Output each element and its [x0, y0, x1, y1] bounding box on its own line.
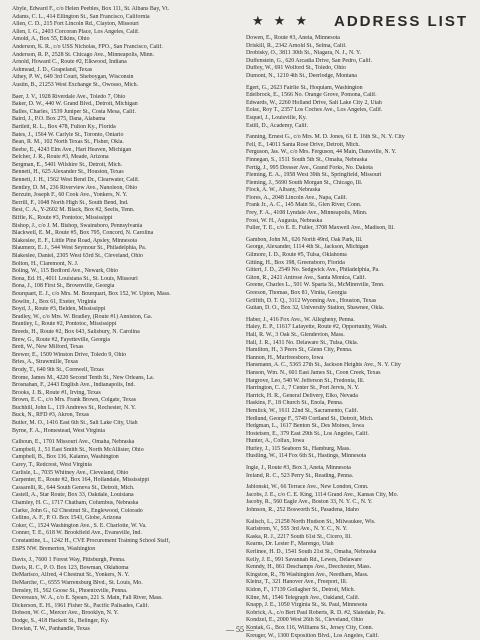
- address-entry: Dodge, S., 418 Hackett St., Belinger, Ky.: [12, 617, 110, 624]
- address-entry: ESPS NW. Bremerton, Washington: [12, 545, 96, 552]
- address-entry: Gilmore, I. D., Route #5, Tulsa, Oklahoma: [246, 252, 347, 259]
- address-entry: Cellino, A. F., P. O. Box 1543, Globe, Arizona: [12, 515, 122, 522]
- address-entry: Dumont, N., 1210 4th St., Deerlodge, Montana: [246, 72, 357, 79]
- address-entry: Clarke, John G., 62 Chestnut St., Englewood, Colorado: [12, 507, 143, 514]
- address-entry: Davis, J., 7600 1 Forest Way, Pittsburgh, Penna.: [12, 557, 126, 564]
- address-entry: Berzuin, Joseph F., 60 Cook Ave., Yonkers, N. Y.: [12, 192, 128, 199]
- page-title: ADDRESS LIST: [333, 12, 468, 30]
- address-entry: Frost, W. H., Augusta, Nebraska: [246, 217, 323, 224]
- address-entry: Baker, D. W., 440 W. Grand Blvd., Detroit, Michigan: [12, 101, 138, 108]
- address-entry: Blackwell, E. M., Route #5, Box 795, Concord, N. Carolina: [12, 230, 154, 237]
- address-entry: Frey, F. A., 4108 Lyndale Ave., Minneapolis, Minn.: [246, 210, 368, 217]
- address-entry: Athey, P. W., 649 3rd Court, Sheboygan, Wisconsin: [12, 74, 134, 81]
- address-entry: Greene, Charles L., 501 W. Sparta St., McMinnville, Tenn.: [246, 282, 385, 289]
- address-entry: Arnold, Howard C., Route #2, Elkwood, Indiana: [12, 59, 127, 66]
- address-entry: Bentley, D. M., 236 Riverview Ave., Nanoleon, Ohio: [12, 184, 138, 191]
- address-entry: Hansmann, A. C., 5365 27th St., Jackson Heights Ave., N. Y. City: [246, 362, 401, 369]
- address-entry: Finnegan, S., 1511 South 5th St., Omaha, Nebraska: [246, 156, 368, 163]
- address-entry: Ferguson, Jas. W., c/o Mrs. Ferguson, 44 Main, Dansville, N. Y.: [246, 149, 397, 156]
- address-entry: Campbell, B., Box 136, Kalamo, Washington: [12, 454, 119, 461]
- address-entry: Baird, J., P.O. Box 275, Dana, Alabama: [12, 116, 106, 123]
- header: [246, 12, 468, 30]
- address-entry: Gambon, John M., 626 North 49rd, Oak Park, Ill.: [246, 236, 363, 243]
- address-entry: Esquel, J., Louisville, Ky.: [246, 114, 307, 121]
- address-entry: Butler, M. O., 1416 East 6th St., Salt Lake City, Utah: [12, 420, 138, 427]
- address-entry: Hemlick, W., 1611 22nd St., Sacramento, Calif.: [246, 407, 359, 414]
- address-entry: Hunter, A., Colfax, Iowa: [246, 438, 305, 445]
- address-entry: Haber, J., 416 Fox Ave., W. Allegheny, Penna.: [246, 316, 355, 323]
- address-entry: Frank Jr., A. C., 145 Main St., Glen River, Conn.: [246, 202, 362, 209]
- address-entry: Conner, T. E., 618 W. Brookfield Ave., Evansville, Ind.: [12, 530, 142, 537]
- address-entry: Egert, G., 2623 Fairlie St., Hoquiam, Washington: [246, 84, 363, 91]
- address-entry: Kingston, R., 78 Washington Ave., Needham, Mass.: [246, 571, 369, 578]
- address-entry: Allen, C. D., 215 Fort Lincoln Rd., Clayton, Missouri: [12, 21, 139, 28]
- address-entry: DeMarche, C., 6555 Warrensburg Blvd., St. Louis, Mo.: [12, 579, 143, 586]
- right-address-column: [246, 35, 471, 640]
- address-entry: George, Alexander, 1114 4th St., Jackson, Michigan: [246, 244, 369, 251]
- address-entry: Hanson, Wm. N., 601 East James St., Coon Creek, Texas: [246, 369, 381, 376]
- address-entry: Balles, Charles, 1539 Juniper St., Costa Mesa, Calif.: [12, 108, 136, 115]
- address-entry: Fanning, Ernest G., c/o Mrs. M. D. Jones, 61 E. 16th St., N. Y. City: [246, 134, 405, 141]
- address-entry: Greeson, Thomas, Box 81, Vinita, Georgia: [246, 290, 347, 296]
- address-entry: Eolac, Roy T., 2357 Los Coches Ave., Los Angeles, Calif.: [246, 107, 383, 114]
- address-entry: Duffey, W., 691 Wolford St., Toledo, Ohio: [246, 65, 346, 72]
- address-entry: Calhoun, E., 1701 Missouri Ave., Omaha, Nebraska: [12, 439, 135, 446]
- address-entry: Dowen, E., Route #3, Aneta, Minnesota: [246, 35, 340, 41]
- address-entry: DeMarisco, Alfred, 4 Chestnut St., Yonkers, N. Y.: [12, 572, 130, 579]
- address-entry: Constantine, L., 1242 H., CVE Procurement Training School Staff,: [12, 537, 170, 544]
- address-entry: Coker, C., 1524 Washington Ave., S. E. Charlotte, W. Va.: [12, 522, 147, 529]
- address-entry: Biffle, K., Route #3, Pontotoc, Mississippi: [12, 215, 113, 222]
- address-entry: Kobrick, A., c/o Bert Paul Roberts, R. D. #2, Slatedale, Pa.: [246, 609, 385, 616]
- address-entry: Belcher, J. R., Route #3, Meade, Arizona: [12, 154, 109, 161]
- address-entry: Hall, R. W., 3 Oak St., Glendevion, Mass.: [246, 331, 345, 338]
- address-entry: Blakeslee, Daniel, 2305 West 63rd St., Cleveland, Ohio: [12, 253, 143, 259]
- address-entry: Bartlett, R. L., Box 478, Fulton Ky., Florida: [12, 123, 116, 130]
- address-entry: Kelly, J. E., 991 Savannah Rd., Lewes, Delaware: [246, 556, 362, 563]
- address-entry: Bennett, J. H., 1562 West Bend Dr., Clearwater, Calif.: [12, 177, 140, 184]
- address-entry: Bries, A., Strawmille, Texas: [12, 359, 79, 366]
- address-entry: Boling, W., 115 Bedford Ave., Newark, Ohio: [12, 268, 119, 275]
- address-entry: Brody, T., 640 9th St., Cornwell, Texas: [12, 366, 104, 373]
- address-entry: Brosnahan, F., 2443 English Ave., Indianapolis, Ind.: [12, 382, 135, 389]
- address-entry: Brewer, E., 1509 Winston Drive, Toledo 9, Ohio: [12, 351, 127, 358]
- address-entry: Guitan, D. O., Box 32, University Station, Shawnee, Okla.: [246, 305, 385, 312]
- address-entry: Carlisle, L., 7035 Whitney Ave., Cleveland, Ohio: [12, 469, 129, 476]
- address-entry: Jablonski, W., 66 Terrace Ave., New London, Conn.: [246, 484, 369, 491]
- address-entry: Byrne, F. A., Homestead, West Virginia: [12, 427, 105, 434]
- address-entry: Brew, G., Route #2, Fayetteville, Georgia: [12, 336, 110, 343]
- address-entry: Brett, W., New Milford, Texas: [12, 344, 84, 351]
- address-entry: Hedgman, L., 1617 Benton St., Des Moines, Iowa: [246, 423, 364, 430]
- address-entry: Buck, N., RFD #3, Akron, Texas: [12, 412, 90, 419]
- address-entry: Kidon, F., 17139 Gollagher St., Detroit, Mich.: [246, 586, 355, 593]
- address-entry: Best, C. A., Y-2602 M. Black, Box #2, Seelis, Tenn.: [12, 207, 135, 214]
- address-entry: Bradley, W., c/o Mrs. W. Bradley, (Route #1) Anniston, Ga.: [12, 313, 153, 320]
- address-entry: Ireland, R. C., 523 Perry St., Reading, Penna.: [246, 472, 354, 479]
- address-entry: Brooks, J. B., Route #1, Irving, Texas: [12, 389, 101, 396]
- address-entry: Allen, I. G., 2403 Corcoran Place, Los Angeles, Calif.: [12, 28, 140, 35]
- star-icon: ★: [252, 13, 264, 28]
- address-entry: Buchhill, John L., 119 Andrews St., Rochester, N. Y.: [12, 404, 136, 411]
- star-icon: ★: [295, 13, 307, 28]
- address-entry: Boyd, J., Route #3, Belden, Mississippi: [12, 306, 106, 313]
- address-entry: Kerlinee, H. D., 1541 South 21st St., Omaha, Nebraska: [246, 549, 377, 555]
- address-entry: Kline, M., 1546 Telegraph Ave., Oakland, Calif.: [246, 594, 360, 601]
- page-number: — 55 —: [226, 625, 254, 634]
- address-entry: Bona, Ed. H., 4011 Louisiana St., St. Louis, Missouri: [12, 275, 138, 282]
- address-entry: Johnson, R., 252 Bosworth St., Pasadena, Idaho: [246, 507, 359, 514]
- address-entry: Bowlin, J., Box 61, Exeter, Virginia: [12, 298, 97, 305]
- address-entry: Hannon, H., Murfreesboro, Iowa: [246, 354, 324, 361]
- address-entry: Kleinz, T., 321 Hanover Ave., Freeport, Ill.: [246, 579, 348, 586]
- address-entry: Haskins, F., 18 Church St., Enola, Penna.: [246, 400, 344, 407]
- address-entry: Kreuger, W., 1300 Exposition Blvd., Los Angeles, Calif.: [246, 632, 379, 639]
- address-entry: Gitting, H., Box 198, Greensboro, Florida: [246, 259, 345, 266]
- address-entry: Brown, E. C., c/o Mrs. Frank Brown, Colgate, Texas: [12, 397, 136, 404]
- address-entry: Griffith, D. T. Q., 3112 Wyoming Ave., Houston, Texas: [246, 297, 377, 304]
- address-entry: Harrick, H. R., General Delivery, Elko, Nevada: [246, 392, 358, 399]
- address-entry: Kontak, G., Box 116, Williams St., Jersey City, Conn.: [246, 624, 374, 631]
- address-entry: Dickerson, E. H., 1961 Fisher St., Pacific Palisades, Calif.: [12, 602, 150, 609]
- address-entry: Kearns, Dr. Lester F., Marengo, Utah: [246, 541, 334, 548]
- address-entry: Gittert, J. D., 2549 No. Sedgwick Ave., Philadelphia, Pa.: [246, 267, 380, 274]
- address-entry: Campbell, J., 51 East Smith St., North McAllister, Ohio: [12, 446, 144, 453]
- address-entry: Flock, A. W., Albany, Nebraska: [246, 187, 321, 194]
- address-entry: Dobson, W. C., Mercer Ave., Brooklyn, N. Y.: [12, 610, 119, 617]
- address-entry: Fell, E., 14011 Santa Rose Drive, Detroit, Mich.: [246, 141, 360, 148]
- address-entry: Brantley, I., Route #2, Pontotoc, Mississippi: [12, 321, 117, 328]
- address-entry: Kaska, R. J., 2217 South 61st St., Cicero, Ill.: [246, 533, 352, 540]
- address-entry: Anderson, R. P., 2528 St. Chicago Ave., Minneapolis, Minn.: [12, 51, 155, 58]
- address-entry: Dowlan, T. W., Panhandle, Texas: [12, 625, 90, 632]
- address-entry: Ashmead, J. D., Grapeland, Texas: [12, 66, 93, 73]
- address-entry: Haley, E. P., 11617 Lafayette, Route #2, Opportunity, Wash.: [246, 324, 388, 331]
- address-entry: Kondzel, E., 2000 West 26th St., Cleveland, Ohio: [246, 617, 364, 624]
- address-entry: Kenndy, H., 861 Deschamps Ave., Deechester, Mass.: [246, 564, 372, 571]
- address-entry: Chamley, H. C., 1717 Chatham, Columbus, Nebraska: [12, 500, 139, 506]
- address-entry: Hall, J. R., 1431 No. Delaware St., Tulsa, Okla.: [246, 339, 359, 346]
- address-entry: Duffenstein, G., 620 Arcadia Drive, San Pedro, Calif.: [246, 57, 373, 64]
- address-entry: Austin, B., 21253 West Exchange St., Owosso, Mich.: [12, 81, 139, 88]
- address-entry: Abyle, Edward F., c/o Helen Peebles, Box 111, St. Albans Bay, Vt.: [12, 6, 170, 12]
- address-entry: Amold, A., Box 55, Elkins, Ohio: [12, 36, 90, 43]
- address-entry: Davis, R. C., P. O. Box 123, Bowman, Oklahoma: [12, 564, 129, 571]
- address-entry: Bean, R. M., 102 North Texas St., Fisher, Okla.: [12, 139, 124, 146]
- address-entry: Beebe, E., 4243 Elm Ave., Hart Heaven, Michigan: [12, 146, 132, 153]
- address-entry: Edelbrock, E., 1566 No. Orange Grove, Pomona, Calif.: [246, 92, 377, 99]
- address-entry: Driskill, R., 2342 Arnold St., Selma, Calif.: [246, 42, 347, 49]
- address-entry: Bergman, E., 5401 Wilshire St., Detroit, Mich.: [12, 161, 122, 168]
- address-entry: Carey, T., Redcrest, West Virginia: [12, 462, 92, 469]
- address-entry: Fleming, E. A., 1958 West 39th St., Springfield, Missouri: [246, 172, 382, 179]
- address-entry: Hustling, W., 114 Fox 6th St., Hastings, Minnesota: [246, 453, 367, 460]
- address-entry: Ingle, J., Route #3, Box 3, Aneta, Minnesota: [246, 465, 351, 472]
- address-entry: Bourquart, E. J., c/o Mrs. M. Bourquart, Box 152, W. Upton, Mass.: [12, 290, 171, 297]
- address-entry: Baer, J. V., 1928 Riverdale Ave., Toledo 7, Ohio: [12, 93, 126, 100]
- address-entry: Flores, A., 2048 Lincoln Ave., Napa, Calif.: [246, 194, 348, 201]
- address-entry: Bona, J., 108 First St., Brownville, Georgia: [12, 283, 115, 290]
- address-entry: Fertig, J., 995 Dresser Ave., Grand Forks, No. Dakota: [246, 164, 373, 171]
- star-icon: ★: [273, 13, 286, 28]
- address-entry: Cassarelli, R., 644 South Geneva St., Detroit, Mich.: [12, 484, 135, 491]
- address-entry: Hamilton, H., 3 Peers St., Glenn City, Penna.: [246, 347, 353, 354]
- address-entry: Estill, D., Academy, Calif.: [246, 122, 309, 129]
- address-entry: Fuller, T. E., c/o E. E. Fuller, 3708 Maxwell Ave., Madison, Ill.: [246, 225, 395, 232]
- address-entry: Karlstrom, V., 555 3rd Ave., N. Y. C., N. Y.: [246, 526, 348, 533]
- address-entry: Hostetsen, E., 379 East 29th St., Los Angeles, Calif.: [246, 430, 369, 437]
- address-entry: Giton, R., 2421 Antrose Ave., Santa Monica, Calif.: [246, 274, 366, 281]
- address-entry: Carpenter, E., Route #2, Box 164, Hollandale, Mississippi: [12, 477, 150, 484]
- address-entry: Bates, J., 1564 W. Carlyle St., Toronto, Ontario: [12, 131, 124, 138]
- address-entry: Blakeslee, E. F., Little Pine Road, Apsley, Minnesota: [12, 237, 137, 244]
- address-entry: Devereaux, W. A., c/o E. Spears, 221 S. Main, Fall River, Mass.: [12, 595, 163, 602]
- address-entry: Anderson, K. R., c/o USS Nicholas, FPO., San Francisco, Calif.: [12, 43, 163, 50]
- address-entry: Bolton, H., Claremont, N. J.: [12, 260, 79, 267]
- address-entry: Bennett, H., 625 Alexander St., Houston, Texas: [12, 169, 124, 176]
- address-entry: Hargrove, Leo, 540 W. Jefferson St., Fredonia, Ill.: [246, 377, 365, 384]
- address-entry: Edwards, W., 2260 Holland Drive, Salt Lake City 2, Utah: [246, 99, 382, 106]
- address-entry: Blaumerz, E. J., 544 West Seymour St., Philadelphia, Pa.: [12, 245, 147, 252]
- address-entry: Berrill, F., 1048 North High St., South Bend, Ind.: [12, 199, 129, 206]
- address-entry: Densley, H., 562 Goose St., Phoenixville, Penna.: [12, 587, 128, 594]
- address-entry: Bishop, J., c/o J. M. Bishop, Swainsboro, Pennsylvania: [12, 222, 143, 229]
- left-address-column: [12, 6, 237, 633]
- address-entry: Kalisch, L., 21258 North Hudson St., Milwaukee, Wis.: [246, 518, 376, 525]
- address-entry: Adams, C. L., 414 Ellington St., San Francisco, California: [12, 13, 150, 20]
- address-entry: Breeds, H., Route #2, Box 643, Salisbury, N. Carolina: [12, 328, 140, 335]
- address-entry: Brome, James M., 4220 Second Tenth St., New Orleans, La.: [12, 374, 155, 381]
- address-entry: Hedlund, George F., 5749 Cortland St., Detroit, Mich.: [246, 415, 374, 422]
- address-entry: Jacoby, R., 560 Eagle Ave., Boston 33, N. Y. C., N. Y.: [246, 499, 373, 506]
- address-entry: Knapp, J. E., 1050 Virginia St., St. Paul, Minnesota: [246, 602, 368, 609]
- address-entry: Harrington, C. J., 7 Center St., Port Jervis, N. Y.: [246, 385, 360, 392]
- address-entry: Jacobs, J. E., c/o C. E. King, 1114 Grand Ave., Kansas City, Mo.: [246, 491, 399, 498]
- header-stars: [252, 13, 307, 29]
- address-entry: Hurley, J., 115 Seaborn St., Hamburg, Mass.: [246, 445, 351, 452]
- address-entry: Fleming, J., 5690 South Morgan St., Chicago, Ill.: [246, 179, 363, 186]
- address-entry: Castell, A., Star Route, Box 33, Oakdale, Louisiana: [12, 492, 134, 499]
- address-entry: Drobisky, O., 3811 30th St., Niagara, N. J., N. Y.: [246, 50, 361, 57]
